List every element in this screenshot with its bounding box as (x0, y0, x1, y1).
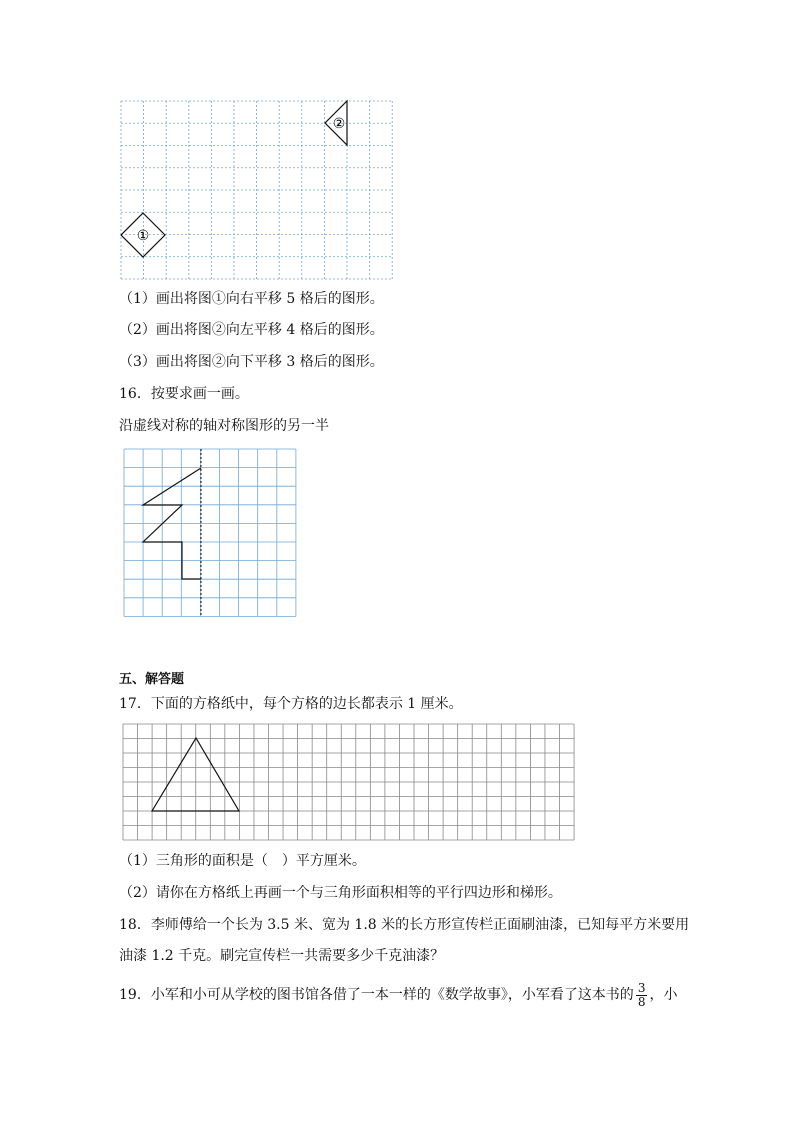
q15-item-3: （3）画出将图②向下平移 3 格后的图形。 (119, 354, 384, 370)
q17-title: 17．下面的方格纸中，每个方格的边长都表示 1 厘米。 (119, 696, 463, 712)
q16-title: 16．按要求画一画。 (119, 386, 249, 402)
q17-item-2: （2）请你在方格纸上再画一个与三角形面积相等的平行四边形和梯形。 (119, 885, 562, 901)
q16-instruction: 沿虚线对称的轴对称图形的另一半 (119, 418, 329, 434)
q18-line-2: 油漆 1.2 千克。刷完宣传栏一共需要多少千克油漆？ (119, 948, 445, 964)
fraction-numerator: 3 (637, 980, 646, 995)
section-5-title: 五、解答题 (119, 672, 185, 687)
q19-fraction (636, 982, 648, 1009)
fraction-denominator: 8 (637, 994, 646, 1009)
q19-text: 19．小军和小可从学校的图书馆各借了一本一样的《数学故事》，小军看了这本书的 (119, 987, 634, 1003)
q19-line-1 (119, 978, 677, 1012)
q18-line-1: 18．李师傅给一个长为 3.5 米、宽为 1.8 米的长方形宣传栏正面刷油漆，已知每平方米要用 (119, 917, 690, 933)
q19-text-after: ，小 (649, 987, 678, 1003)
q15-item-2: （2）画出将图②向左平移 4 格后的图形。 (119, 322, 384, 338)
shape-1-label: ① (136, 228, 150, 244)
q17-item-1: （1）三角形的面积是（ ）平方厘米。 (119, 853, 366, 869)
q15-item-1: （1）画出将图①向右平移 5 格后的图形。 (119, 291, 384, 307)
shape-2-label: ② (332, 116, 346, 132)
